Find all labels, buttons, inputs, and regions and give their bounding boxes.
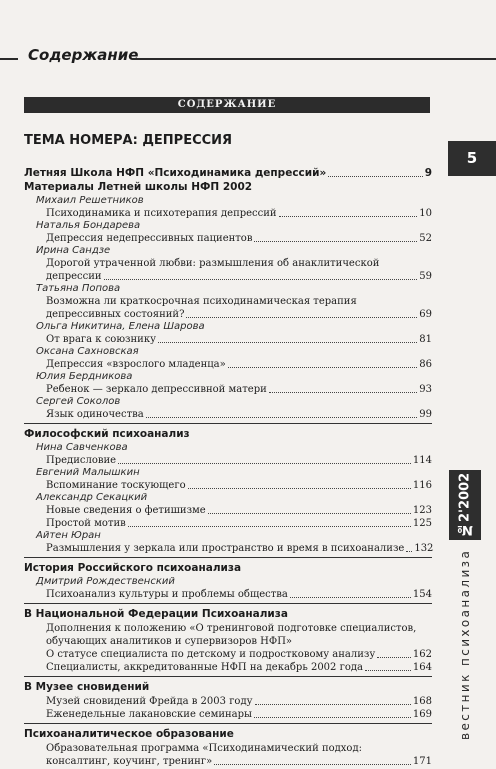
toc-entry-title-line: Дорогой утраченной любви: размышления об анаклитической: [46, 258, 380, 269]
toc-author: Евгений Малышкин: [36, 467, 140, 478]
dot-leader: [279, 216, 418, 217]
entry-title: Депрессия «взрослого младенца»: [46, 359, 226, 370]
toc-entry[interactable]: [24, 232, 432, 245]
toc-entry[interactable]: [24, 454, 432, 467]
entry-title: депрессии: [46, 271, 102, 282]
entry-title: Музей сновидений Фрейда в 2003 году: [46, 696, 253, 707]
dot-leader: [328, 176, 422, 177]
toc-section-heading: Материалы Летней школы НФП 2002: [24, 181, 253, 193]
dot-leader: [406, 551, 412, 552]
entry-title: Психодинамика и психотерапия депрессий: [46, 208, 277, 219]
side-spine: [449, 470, 481, 740]
dot-leader: [146, 417, 418, 418]
toc-author: Ирина Сандзе: [36, 245, 111, 256]
dot-leader: [228, 367, 418, 368]
toc-entry[interactable]: [24, 383, 432, 396]
page-number: 168: [412, 696, 432, 707]
entry-title: Ребенок — зеркало депрессивной матери: [46, 384, 267, 395]
page-number: 123: [412, 505, 432, 516]
page-number: 116: [412, 480, 432, 491]
issue-number-label: №2'2002: [449, 470, 481, 540]
dot-leader: [269, 392, 418, 393]
dot-leader: [188, 488, 411, 489]
dot-leader: [214, 764, 411, 765]
toc-author: Наталья Бондарева: [36, 220, 141, 231]
entry-title: Вспоминание тоскующего: [46, 480, 186, 491]
toc-entry[interactable]: [24, 270, 432, 283]
entry-title: О статусе специалиста по детскому и подростковому анализу: [46, 649, 376, 660]
issue-theme-title: ТЕМА НОМЕРА: ДЕПРЕССИЯ: [24, 133, 233, 148]
page-number: 86: [419, 359, 432, 370]
section-divider: [24, 676, 432, 677]
page-number: 132: [414, 543, 434, 554]
entry-title: консалтинг, коучинг, тренинг»: [46, 756, 213, 767]
dot-leader: [365, 670, 411, 671]
page-number: 162: [412, 649, 432, 660]
dot-leader: [254, 241, 417, 242]
entry-title: Депрессия недепрессивных пациентов: [46, 233, 253, 244]
page-number: 9: [424, 167, 432, 179]
header-rule-left: [0, 58, 18, 60]
toc-entry[interactable]: [24, 755, 432, 768]
toc-section-entry[interactable]: [24, 167, 432, 180]
dot-leader: [118, 463, 411, 464]
toc-entry-title-line: обучающих аналитиков и супервизоров НФП»: [46, 636, 293, 647]
toc-entry[interactable]: [24, 358, 432, 371]
entry-title: Специалисты, аккредитованные НФП на декабрь 2002 года: [46, 662, 363, 673]
dot-leader: [255, 704, 411, 705]
page-number: 93: [419, 384, 432, 395]
page-number: 69: [419, 309, 432, 320]
entry-title: Размышления у зеркала или пространство и время в психоанализе: [46, 543, 405, 554]
dot-leader: [104, 279, 418, 280]
dot-leader: [186, 317, 417, 318]
toc-author: Айтен Юран: [36, 530, 101, 541]
dot-leader: [208, 513, 411, 514]
dot-leader: [158, 342, 417, 343]
contents-banner: СОДЕРЖАНИЕ: [24, 97, 430, 113]
page-number-tab: 5: [448, 141, 496, 176]
toc-entry[interactable]: [24, 504, 432, 517]
toc-entry[interactable]: [24, 207, 432, 220]
page-number: 52: [419, 233, 432, 244]
toc-section-heading: Психоаналитическое образование: [24, 728, 234, 740]
toc-entry[interactable]: [24, 408, 432, 421]
section-title: Летняя Школа НФП «Психодинамика депрессий»: [24, 167, 327, 179]
toc-entry[interactable]: [24, 517, 432, 530]
table-of-contents: [24, 167, 432, 768]
toc-author: Сергей Соколов: [36, 396, 121, 407]
journal-title-vertical: вестник психоанализа: [458, 548, 472, 740]
toc-author: Оксана Сахновская: [36, 346, 139, 357]
toc-entry[interactable]: [24, 479, 432, 492]
toc-entry[interactable]: [24, 708, 432, 721]
toc-section-heading: В Музее сновидений: [24, 681, 150, 693]
section-divider: [24, 423, 432, 424]
section-divider: [24, 557, 432, 558]
toc-author: Татьяна Попова: [36, 283, 121, 294]
toc-entry[interactable]: [24, 588, 432, 601]
toc-author: Ольга Никитина, Елена Шарова: [36, 321, 205, 332]
entry-title: Новые сведения о фетишизме: [46, 505, 206, 516]
toc-author: Юлия Бердникова: [36, 371, 133, 382]
entry-title: Простой мотив: [46, 518, 126, 529]
toc-entry[interactable]: [24, 542, 432, 555]
entry-title: депрессивных состояний?: [46, 309, 185, 320]
dot-leader: [254, 717, 411, 718]
page-number: 10: [419, 208, 432, 219]
header-rule-right: [132, 58, 496, 60]
page-number: 154: [412, 589, 432, 600]
page-header-title: Содержание: [28, 46, 139, 64]
toc-entry[interactable]: [24, 308, 432, 321]
entry-title: Язык одиночества: [46, 409, 144, 420]
page-number: 169: [412, 709, 432, 720]
page-number: 164: [412, 662, 432, 673]
toc-section-heading: История Российского психоанализа: [24, 562, 242, 574]
page-number: 125: [412, 518, 432, 529]
page-number: 81: [419, 334, 432, 345]
toc-author: Нина Савченкова: [36, 442, 128, 453]
entry-title: Психоанализ культуры и проблемы общества: [46, 589, 288, 600]
section-divider: [24, 723, 432, 724]
entry-title: От врага к союзнику: [46, 334, 156, 345]
dot-leader: [377, 657, 411, 658]
toc-author: Александр Секацкий: [36, 492, 148, 503]
dot-leader: [128, 526, 411, 527]
entry-title: Предисловие: [46, 455, 117, 466]
page-number: 59: [419, 271, 432, 282]
toc-entry-title-line: Дополнения к положению «О тренинговой подготовке специалистов,: [46, 623, 417, 634]
section-divider: [24, 603, 432, 604]
page-number: 99: [419, 409, 432, 420]
dot-leader: [290, 597, 411, 598]
toc-section-heading: В Национальной Федерации Психоанализа: [24, 608, 288, 620]
toc-entry[interactable]: [24, 648, 432, 661]
toc-entry-title-line: Возможна ли краткосрочная психодинамическая терапия: [46, 296, 357, 307]
entry-title: Еженедельные лакановские семинары: [46, 709, 252, 720]
page-number: 114: [412, 455, 432, 466]
page-number: 171: [412, 756, 432, 767]
toc-author: Дмитрий Рождественский: [36, 576, 175, 587]
toc-section-heading: Философский психоанализ: [24, 428, 190, 440]
toc-entry[interactable]: [24, 661, 432, 674]
toc-entry-title-line: Образовательная программа «Психодинамический подход:: [46, 743, 362, 754]
toc-author: Михаил Решетников: [36, 195, 144, 206]
toc-entry[interactable]: [24, 333, 432, 346]
toc-entry[interactable]: [24, 695, 432, 708]
